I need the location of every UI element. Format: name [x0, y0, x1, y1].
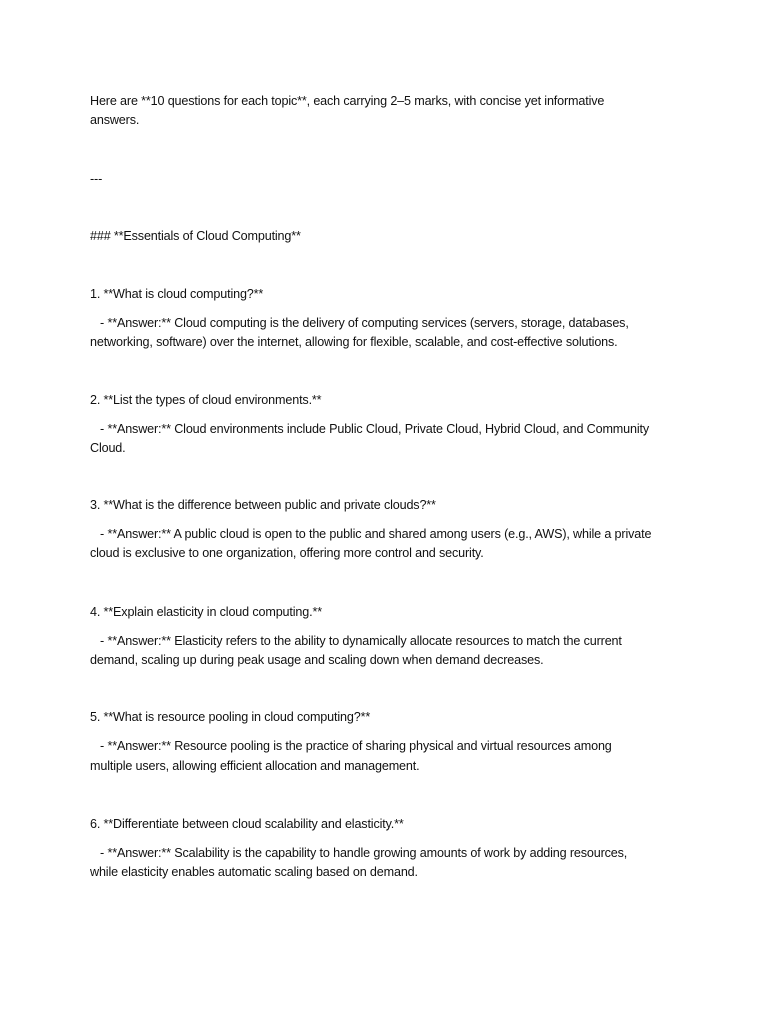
answer-3-line-2: cloud is exclusive to one organization, offering more control and security.	[90, 546, 484, 560]
question-4: 4. **Explain elasticity in cloud computing.**	[90, 605, 322, 619]
question-3: 3. **What is the difference between public and private clouds?**	[90, 498, 436, 512]
answer-6-line-2: while elasticity enables automatic scaling based on demand.	[90, 865, 418, 879]
answer-2-line-2: Cloud.	[90, 441, 126, 455]
answer-1-line-2: networking, software) over the internet, allowing for flexible, scalable, and cost-effective solutions.	[90, 335, 618, 349]
intro-line-2: answers.	[90, 113, 140, 127]
answer-2-line-1: - **Answer:** Cloud environments include Public Cloud, Private Cloud, Hybrid Cloud, and Community	[90, 422, 649, 436]
question-6: 6. **Differentiate between cloud scalability and elasticity.**	[90, 817, 404, 831]
answer-4-line-1: - **Answer:** Elasticity refers to the ability to dynamically allocate resources to match the current	[90, 634, 622, 648]
intro-line-1: Here are **10 questions for each topic**, each carrying 2–5 marks, with concise yet informative	[90, 94, 605, 108]
answer-5-line-2: multiple users, allowing efficient allocation and management.	[90, 759, 420, 773]
answer-5-line-1: - **Answer:** Resource pooling is the practice of sharing physical and virtual resources among	[90, 739, 612, 753]
separator: ---	[90, 172, 103, 186]
question-5: 5. **What is resource pooling in cloud computing?**	[90, 710, 371, 724]
answer-3-line-1: - **Answer:** A public cloud is open to the public and shared among users (e.g., AWS), while a private	[90, 527, 652, 541]
answer-4-line-2: demand, scaling up during peak usage and scaling down when demand decreases.	[90, 653, 544, 667]
question-1: 1. **What is cloud computing?**	[90, 287, 264, 301]
section-heading: ### **Essentials of Cloud Computing**	[90, 229, 301, 243]
answer-6-line-1: - **Answer:** Scalability is the capability to handle growing amounts of work by adding resources,	[90, 846, 628, 860]
answer-1-line-1: - **Answer:** Cloud computing is the delivery of computing services (servers, storage, databases,	[90, 316, 629, 330]
question-2: 2. **List the types of cloud environments.**	[90, 393, 322, 407]
